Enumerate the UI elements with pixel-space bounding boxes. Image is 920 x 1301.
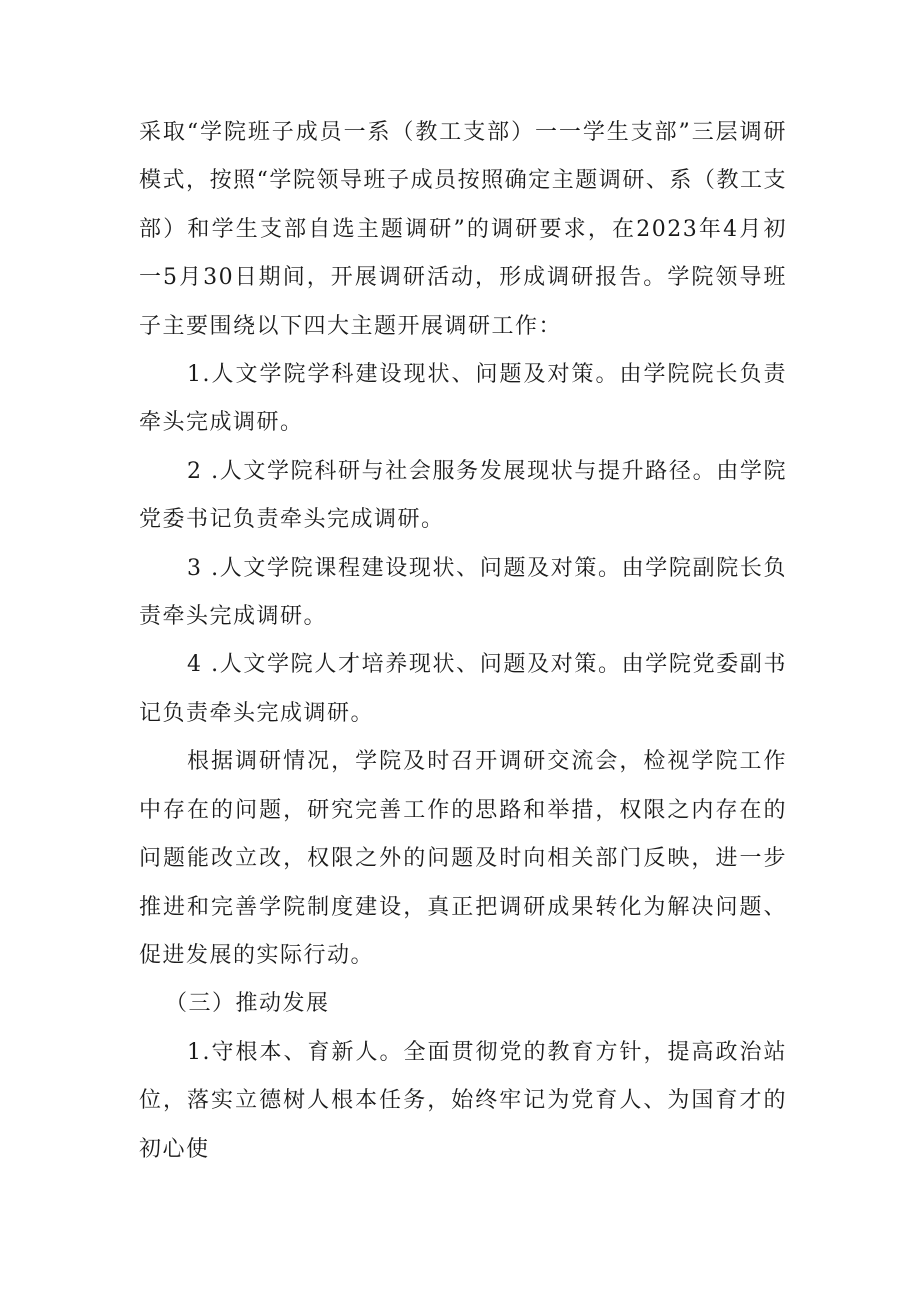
- section-heading: （三）推动发展: [165, 991, 330, 1017]
- section-paragraph-1: 1.守根本、育新人。全面贯彻党的教育方针，提高政治站位，落实立德树人根本任务，始终牢记为党育人、为国育才的初心使: [139, 1039, 787, 1162]
- topic-item-1: 1.人文学院学科建设现状、问题及对策。由学院院长负责牵头完成调研。: [139, 362, 787, 436]
- topic-item-2: 2 .人文学院科研与社会服务发展现状与提升路径。由学院党委书记负责牵头完成调研。: [139, 458, 787, 533]
- topic-item-4: 4 .人文学院人才培养现状、问题及对策。由学院党委副书记负责牵头完成调研。: [139, 652, 787, 726]
- document-page: [139, 109, 787, 1174]
- intro-paragraph: 采取“学院班子成员一系（教工支部）一一学生支部”三层调研模式，按照“学院领导班子成员按照确定主题调研、系（教工支部）和学生支部自选主题调研”的调研要求，在2023年4月初一5月30日期间，开展调研活动，形成调研报告。学院领导班子主要围绕以下四大主题开展调研工作：: [139, 120, 787, 339]
- topic-item-3: 3 .人文学院课程建设现状、问题及对策。由学院副院长负责牵头完成调研。: [139, 555, 787, 630]
- summary-paragraph: 根据调研情况，学院及时召开调研交流会，检视学院工作中存在的问题，研究完善工作的思路和举措，权限之内存在的问题能改立改，权限之外的问题及时向相关部门反映，进一步推进和完善学院制度建设，真正把调研成果转化为解决问题、促进发展的实际行动。: [139, 749, 787, 968]
